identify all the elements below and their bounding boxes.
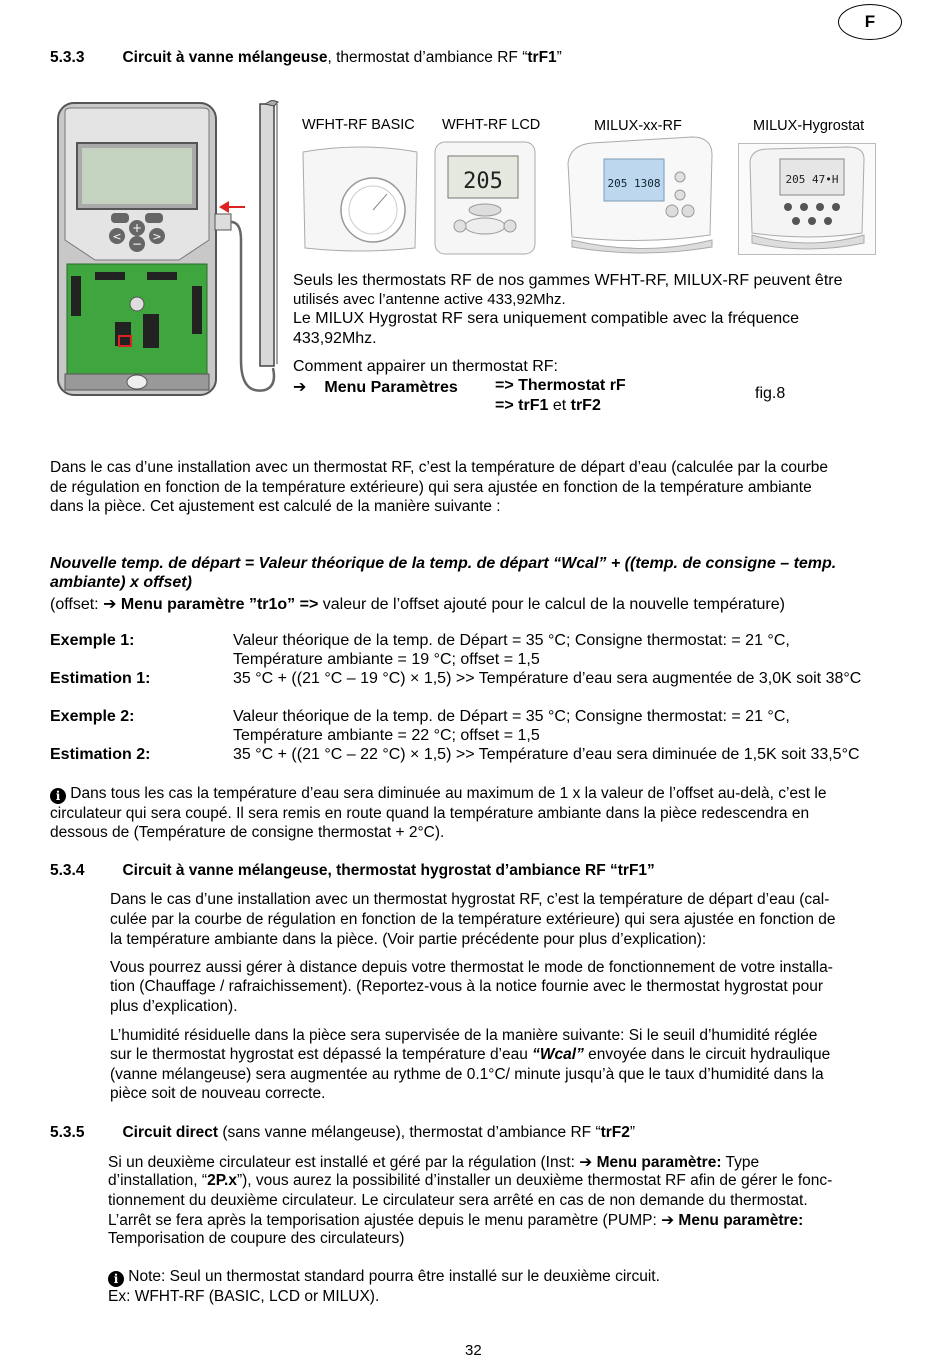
wcal-term: “Wcal” xyxy=(532,1046,584,1063)
figure-desc-line: Seuls les thermostats RF de nos gammes WFHT-RF, MILUX-RF peuvent être xyxy=(293,272,843,289)
wfht-rf-basic-thermostat xyxy=(295,140,425,255)
offset-desc: valeur de l’offset ajouté pour le calcul de la nouvelle température) xyxy=(318,596,785,613)
paragraph-line: pièce soit de nouveau correcte. xyxy=(110,1085,326,1102)
lcd-reading: 205 47•H xyxy=(785,173,839,186)
milux-xx-rf-thermostat xyxy=(562,135,720,257)
p3-text: sur le thermostat hygrostat est dépassé la température d’eau xyxy=(110,1046,533,1063)
section-title-end: ” xyxy=(629,1124,636,1141)
paragraph-line: la température ambiante dans la pièce. (Voir partie précédente pour plus d’explication): xyxy=(110,931,707,948)
pairing-title: Comment appairer un thermostat RF: xyxy=(293,358,558,375)
figure-label: fig.8 xyxy=(755,385,786,402)
milux-hygrostat-thermostat xyxy=(738,143,876,255)
offset-menu: Menu paramètre ”tr1o” => xyxy=(116,596,319,613)
section-number: 5.3.3 xyxy=(50,49,85,66)
language-badge: F xyxy=(838,4,902,40)
intro-line: dans la pièce. Cet ajustement est calculé de la manière suivante : xyxy=(50,498,501,515)
menu-parametre: Menu paramètre: xyxy=(674,1212,804,1229)
offset-explanation xyxy=(50,594,785,614)
p-text: L’arrêt se fera après la temporisation ajustée depuis le menu paramètre (PUMP: xyxy=(108,1212,662,1229)
label-milux-xx-rf: MILUX-xx-RF xyxy=(594,118,682,134)
menu-parametres: Menu Paramètres xyxy=(324,379,458,396)
note-text: dessous de (Température de consigne thermostat + 2°C). xyxy=(50,824,445,841)
example-label: Exemple 1: xyxy=(50,632,135,649)
estimation-line: 35 °C + ((21 °C – 22 °C) × 1,5) >> Température d’eau sera diminuée de 1,5K soit 33,5°C xyxy=(233,746,860,763)
note-text: circulateur qui sera coupé. Il sera remis en route quand la température ambiante dans la pièce redescendra en xyxy=(50,805,810,822)
section-heading-5-3-3 xyxy=(50,49,562,67)
offset-open: (offset: xyxy=(50,596,104,613)
formula-line: ambiante) x offset) xyxy=(50,574,192,591)
page-number: 32 xyxy=(465,1342,482,1359)
paragraph-line: Vous pourrez aussi gérer à distance depuis votre thermostat le mode de fonctionnement de votre installa- xyxy=(110,959,833,976)
info-icon: i xyxy=(108,1271,124,1287)
p-text: d’installation, “ xyxy=(108,1172,208,1189)
svg-text:<: < xyxy=(112,230,122,243)
label-wfht-rf-lcd: WFHT-RF LCD xyxy=(442,117,541,133)
controller-illustration xyxy=(55,100,300,410)
arrow-icon: ➔ xyxy=(579,1154,593,1171)
p-text: Type xyxy=(721,1154,760,1171)
example-line: Température ambiante = 22 °C; offset = 1,5 xyxy=(233,727,540,744)
intro-line: Dans le cas d’une installation avec un thermostat RF, c’est la température de départ d’eau (calculée par la courbe xyxy=(50,459,829,476)
example-line: Valeur théorique de la temp. de Départ = 35 °C; Consigne thermostat: = 21 °C, xyxy=(233,632,790,649)
paragraph-line: L’humidité résiduelle dans la pièce sera supervisée de la manière suivante: Si le seuil d’humidité réglée xyxy=(110,1027,818,1044)
arrow-icon: ➔ xyxy=(661,1212,675,1229)
section-number: 5.3.4 xyxy=(50,862,85,879)
info-icon: i xyxy=(50,788,66,804)
section-title: Circuit à vanne mélangeuse, thermostat hygrostat d’ambiance RF “trF1” xyxy=(122,862,655,879)
pairing-arrow-text: => xyxy=(495,397,519,414)
lcd-reading: 205 xyxy=(463,169,503,194)
p3-text: envoyée dans le circuit hydraulique xyxy=(583,1046,831,1063)
estimation-label: Estimation 2: xyxy=(50,746,151,763)
paragraph-line: tion (Chauffage / rafraichissement). (Reportez-vous à la notice fournie avec le thermostat hygrostat pour xyxy=(110,978,824,995)
section-title-code: trF1 xyxy=(527,49,557,66)
svg-text:−: − xyxy=(131,237,143,251)
lcd-reading: 205 1308 xyxy=(607,177,661,190)
section-title-rest: , thermostat d’ambiance RF “ xyxy=(327,49,528,66)
example-line: Température ambiante = 19 °C; offset = 1,5 xyxy=(233,651,540,668)
figure-desc-line: utilisés avec l’antenne active 433,92Mhz. xyxy=(293,291,566,308)
paragraph-line xyxy=(110,1046,830,1064)
section-heading-5-3-4 xyxy=(50,862,655,880)
wfht-rf-lcd-thermostat xyxy=(432,138,538,258)
antenna-icon xyxy=(260,104,274,366)
paragraph-line xyxy=(108,1172,832,1190)
section-title-end: ” xyxy=(556,49,562,66)
pairing-step-2 xyxy=(495,397,601,415)
paragraph-line: Dans le cas d’une installation avec un thermostat hygrostat RF, c’est la température de départ d’eau (cal- xyxy=(110,891,830,908)
code-2px: 2P.x xyxy=(207,1172,237,1189)
intro-line: de régulation en fonction de la température extérieure) qui sera ajustée en fonction de la température ambiante xyxy=(50,479,812,496)
figure-desc-line: Le MILUX Hygrostat RF sera uniquement compatible avec la fréquence xyxy=(293,310,800,327)
section-number: 5.3.5 xyxy=(50,1124,85,1141)
label-wfht-rf-basic: WFHT-RF BASIC xyxy=(302,117,415,133)
svg-text:+: + xyxy=(131,221,143,235)
paragraph-line: plus d’explication). xyxy=(110,998,238,1015)
note-text: Dans tous les cas la température d’eau sera diminuée au maximum de 1 x la valeur de l’offset au-delà, c’est le xyxy=(66,785,827,802)
p-text: ”), vous aurez la possibilité d’installer un deuxième thermostat RF afin de gérer le fonc- xyxy=(236,1172,833,1189)
section-heading-5-3-5 xyxy=(50,1124,635,1142)
note-text: Note: Seul un thermostat standard pourra être installé sur le deuxième circuit. xyxy=(124,1268,660,1285)
arrow-icon: ➔ xyxy=(293,379,307,396)
paragraph-line: culée par la courbe de régulation en fonction de la température extérieure) qui sera ajustée en fonction de xyxy=(110,911,836,928)
section-title-rest: (sans vanne mélangeuse), thermostat d’ambiance RF “ xyxy=(218,1124,601,1141)
arrow-icon: ➔ xyxy=(103,596,117,613)
menu-parametre: Menu paramètre: xyxy=(592,1154,722,1171)
estimation-line: 35 °C + ((21 °C – 19 °C) × 1,5) >> Température d’eau sera augmentée de 3,0K soit 38°C xyxy=(233,670,862,687)
section-title-bold: Circuit direct xyxy=(122,1124,219,1141)
paragraph-line: (vanne mélangeuse) sera augmentée au rythme de 0.1°C/ minute jusqu’à que le taux d’humidité dans la xyxy=(110,1066,824,1083)
estimation-label: Estimation 1: xyxy=(50,670,151,687)
section-title-bold: Circuit à vanne mélangeuse xyxy=(122,49,328,66)
paragraph-line: Temporisation de coupure des circulateurs) xyxy=(108,1230,405,1247)
paragraph-line xyxy=(108,1211,803,1230)
paragraph-line: tionnement du deuxième circulateur. Le circulateur sera arrêté en cas de non demande du thermostat. xyxy=(108,1192,808,1209)
note-2 xyxy=(108,1268,660,1287)
pairing-step-1 xyxy=(293,377,458,397)
note-1 xyxy=(50,785,826,804)
section-title-code: trF2 xyxy=(600,1124,630,1141)
paragraph-line xyxy=(108,1153,759,1172)
formula-line: Nouvelle temp. de départ = Valeur théorique de la temp. de départ “Wcal” + ((temp. de consigne – temp. xyxy=(50,555,837,572)
code-trf2: trF2 xyxy=(570,397,601,414)
label-milux-hygrostat: MILUX-Hygrostat xyxy=(753,118,865,134)
example-line: Valeur théorique de la temp. de Départ = 35 °C; Consigne thermostat: = 21 °C, xyxy=(233,708,790,725)
note-text: Ex: WFHT-RF (BASIC, LCD or MILUX). xyxy=(108,1288,380,1305)
code-trf1: trF1 xyxy=(518,397,549,414)
pairing-conj: et xyxy=(548,397,571,414)
pairing-thermostat-rf: => Thermostat rF xyxy=(495,377,626,394)
p-text: Si un deuxième circulateur est installé et géré par la régulation (Inst: xyxy=(108,1154,580,1171)
figure-desc-line: 433,92Mhz. xyxy=(293,330,377,347)
svg-text:>: > xyxy=(152,230,162,243)
circuit-board xyxy=(67,264,207,374)
example-label: Exemple 2: xyxy=(50,708,135,725)
